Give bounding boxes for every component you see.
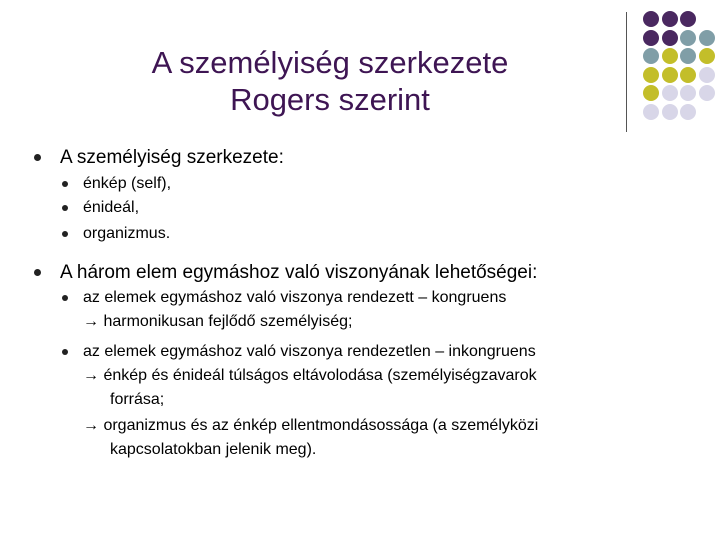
decorative-dot — [699, 67, 715, 83]
decorative-dot — [680, 48, 696, 64]
title-line-2: Rogers szerint — [230, 82, 430, 117]
decorative-dot — [662, 85, 678, 101]
sub-bullet-text: organizmus. — [83, 225, 171, 242]
title-line-1: A személyiség szerkezete — [151, 45, 509, 80]
bullet-heading: A személyiség szerkezete: — [60, 147, 284, 168]
sub-bullet-text: az elemek egymáshoz való viszonya rendezett – kongruens — [83, 289, 507, 306]
decorative-dot — [643, 67, 659, 83]
sub-bullet-text: → énkép és énideál túlságos eltávolodása (személyiségzavarok — [83, 367, 537, 384]
decorative-dot — [662, 67, 678, 83]
decorative-dot — [680, 11, 696, 27]
decorative-dot — [680, 104, 696, 120]
decorative-dot — [643, 85, 659, 101]
decorative-dot-grid — [0, 0, 720, 140]
decorative-dot — [643, 104, 659, 120]
sub-bullet-text: → harmonikusan fejlődő személyiség; — [83, 313, 353, 330]
bullet-icon — [62, 205, 68, 211]
decorative-dot — [680, 67, 696, 83]
decorative-dot — [643, 30, 659, 46]
sub-bullet-text: forrása; — [110, 391, 165, 408]
sub-bullet-text: → organizmus és az énkép ellentmondásossága (a személyközi — [83, 417, 539, 434]
bullet-icon — [62, 181, 68, 187]
decorative-dot — [662, 30, 678, 46]
sub-bullet-text: énkép (self), — [83, 175, 172, 192]
decorative-dot — [643, 11, 659, 27]
sub-bullet-text: az elemek egymáshoz való viszonya rendezetlen – inkongruens — [83, 343, 536, 360]
vertical-divider — [626, 12, 627, 132]
sub-bullet-text: kapcsolatokban jelenik meg). — [110, 441, 317, 458]
bullet-icon — [62, 349, 68, 355]
bullet-icon — [34, 269, 41, 276]
sub-bullet-text: énideál, — [83, 199, 140, 216]
decorative-dot — [699, 85, 715, 101]
decorative-dot — [662, 48, 678, 64]
decorative-dot — [662, 11, 678, 27]
bullet-icon — [62, 295, 68, 301]
decorative-dot — [680, 85, 696, 101]
bullet-icon — [34, 154, 41, 161]
decorative-dot — [699, 30, 715, 46]
bullet-icon — [62, 231, 68, 237]
decorative-dot — [643, 48, 659, 64]
decorative-dot — [662, 104, 678, 120]
bullet-heading: A három elem egymáshoz való viszonyának lehetőségei: — [60, 262, 538, 283]
decorative-dot — [699, 48, 715, 64]
decorative-dot — [680, 30, 696, 46]
